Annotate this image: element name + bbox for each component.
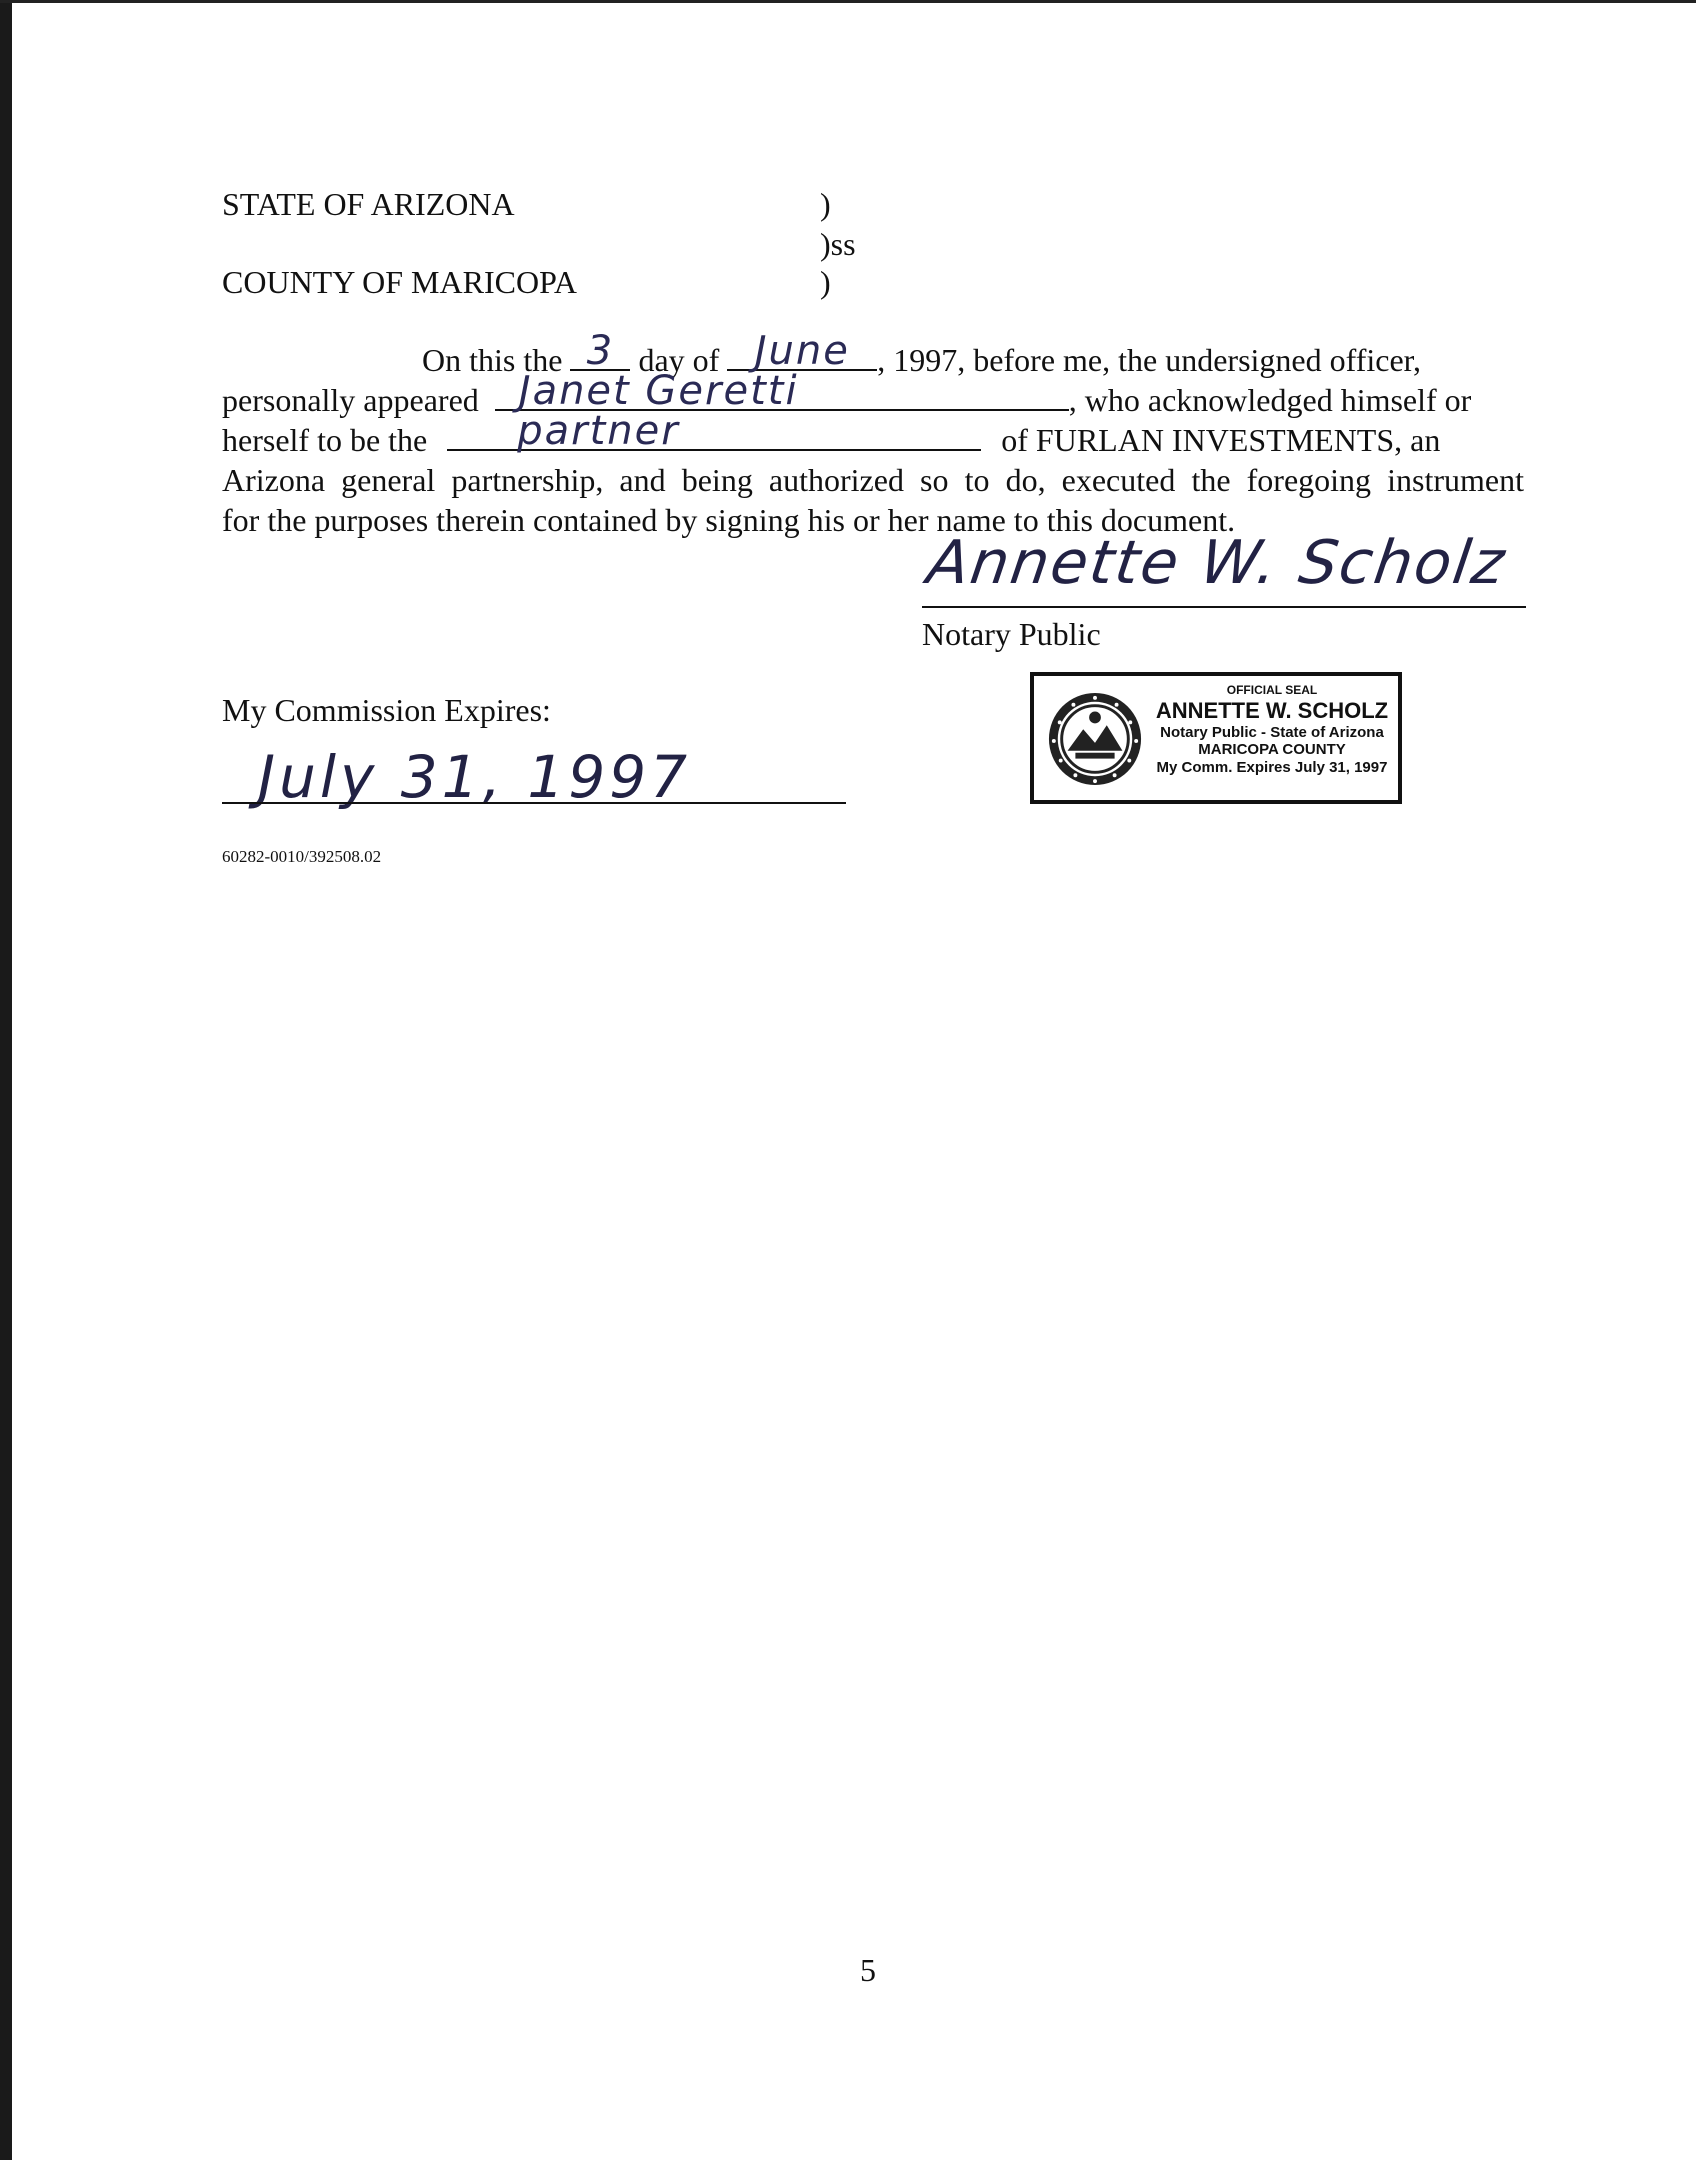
venue-paren-close: ) <box>820 264 831 300</box>
venue-county: COUNTY OF MARICOPA <box>222 264 578 300</box>
arizona-seal-emblem-icon <box>1046 690 1144 788</box>
ack-line-5: for the purposes therein contained by signing his or her name to this document. <box>222 502 1236 538</box>
acknowledgment-paragraph <box>222 328 1524 540</box>
ack-text-3: , 1997, before me, the undersigned officer, <box>877 342 1422 378</box>
seal-line-county: MARICOPA COUNTY <box>1198 741 1346 759</box>
ack-text-1: On this the <box>422 342 563 378</box>
venue-paren-ss: )ss <box>820 226 856 262</box>
document-id: 60282-0010/392508.02 <box>222 847 382 866</box>
notary-public-label: Notary Public <box>922 616 1101 652</box>
commission-signature-line <box>222 802 846 804</box>
ack-text-4: personally appeared <box>222 382 479 418</box>
seal-line-state: Notary Public - State of Arizona <box>1160 723 1384 741</box>
seal-line-official: OFFICIAL SEAL <box>1226 683 1318 697</box>
ack-text-6: herself to be the <box>222 422 428 458</box>
day-blank <box>570 328 630 374</box>
notary-signature-line <box>922 606 1526 608</box>
ack-text-5: , who acknowledged himself or <box>1068 382 1472 418</box>
venue-state: STATE OF ARIZONA <box>222 186 515 222</box>
venue-paren-open: ) <box>820 186 831 222</box>
seal-line-expiry: My Comm. Expires July 31, 1997 <box>1156 759 1388 777</box>
page-number: 5 <box>860 1952 876 1988</box>
ack-line-4: Arizona general partnership, and being authorized so to do, executed the foregoing instrument <box>222 462 1524 498</box>
ack-text-2: day of <box>638 342 720 378</box>
scan-edge-left <box>0 0 12 2160</box>
seal-line-name: ANNETTE W. SCHOLZ <box>1155 697 1389 723</box>
title-handwritten: partner <box>517 408 680 454</box>
name-blank <box>495 368 1069 414</box>
day-handwritten: 3 <box>586 328 615 374</box>
name-handwritten: Janet Geretti <box>518 368 799 414</box>
notary-seal-stamp <box>1030 672 1402 804</box>
month-blank <box>727 328 877 374</box>
title-blank <box>447 408 981 454</box>
commission-label: My Commission Expires: <box>222 692 551 728</box>
notary-signature-handwritten: Annette W. Scholz <box>923 528 1511 598</box>
scan-edge-top <box>0 0 1696 3</box>
ack-line-3 <box>222 408 1524 460</box>
commission-date-handwritten: July 31, 1997 <box>258 743 692 811</box>
ack-text-7: of FURLAN INVESTMENTS, an <box>1001 422 1441 458</box>
month-handwritten: June <box>754 328 850 374</box>
seal-text-block <box>1146 684 1398 776</box>
